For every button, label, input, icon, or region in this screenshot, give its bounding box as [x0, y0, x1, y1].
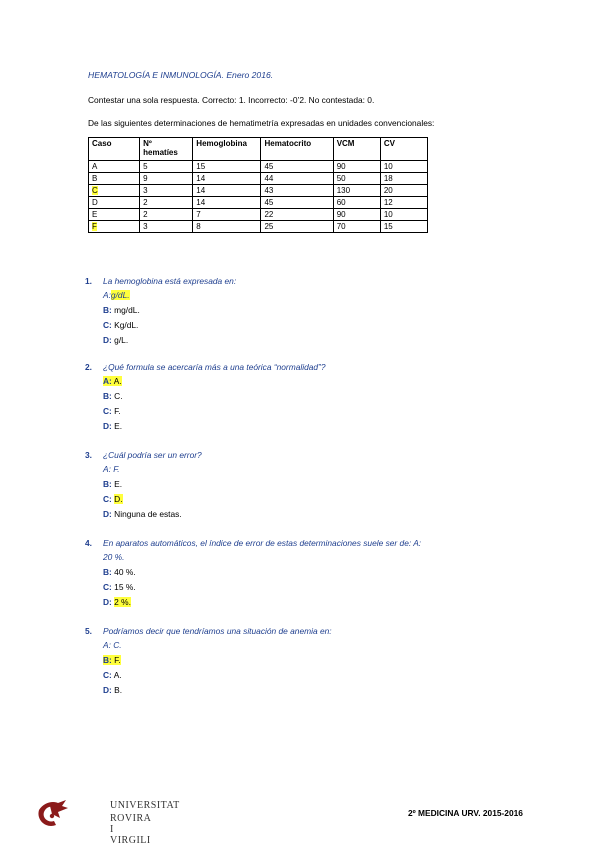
question-text: En aparatos automáticos, el índice de error de estas determinaciones suele ser de: A: [103, 538, 422, 548]
header-caso: Caso [89, 138, 140, 161]
option-text: 40 %. [114, 567, 136, 577]
cell-hemoglobina: 8 [193, 221, 261, 233]
option-text: B. [114, 685, 123, 695]
table-row [89, 221, 428, 233]
question-2 [85, 362, 326, 432]
table-row [89, 173, 428, 185]
question-1 [85, 276, 237, 346]
question-number: 1. [85, 276, 92, 286]
option-d [103, 685, 332, 696]
cell-vcm: 70 [333, 221, 380, 233]
header-vcm: VCM [333, 138, 380, 161]
cell-hematies: 2 [140, 209, 193, 221]
question-text: ¿Qué formula se acercaría más a una teórica “normalidad”? [103, 362, 326, 372]
question-number: 5. [85, 626, 92, 636]
cell-caso: E [89, 209, 140, 221]
cell-vcm: 50 [333, 173, 380, 185]
option-b [103, 391, 326, 402]
cell-cv: 10 [380, 209, 427, 221]
option-d [103, 509, 202, 520]
hematimetry-table [88, 137, 428, 233]
cell-cv: 18 [380, 173, 427, 185]
option-letter: C: [103, 494, 112, 504]
cell-hematocrito: 43 [261, 185, 333, 197]
question-number: 3. [85, 450, 92, 460]
cell-caso [89, 185, 140, 197]
option-letter: B: [103, 479, 112, 489]
question-text: La hemoglobina está expresada en: [103, 276, 237, 286]
cell-hematies: 2 [140, 197, 193, 209]
university-logo [36, 798, 180, 846]
table-header-row [89, 138, 428, 161]
cell-hematies: 9 [140, 173, 193, 185]
cell-hemoglobina: 14 [193, 173, 261, 185]
cell-vcm: 60 [333, 197, 380, 209]
table-row [89, 161, 428, 173]
option-text: 15 %. [114, 582, 136, 592]
question-number: 2. [85, 362, 92, 372]
option-text-highlighted: 2 %. [114, 597, 131, 607]
cell-hematocrito: 45 [261, 161, 333, 173]
cell-caso: D [89, 197, 140, 209]
question-text: ¿Cuál podría ser un error? [103, 450, 202, 460]
option-letter: B: [103, 567, 112, 577]
option-letter: D: [103, 509, 112, 519]
header-hematies-line1: Nº [143, 139, 152, 148]
highlighted-answer [103, 655, 121, 665]
cell-hematies: 5 [140, 161, 193, 173]
cell-cv: 12 [380, 197, 427, 209]
option-letter: C: [103, 320, 112, 330]
option-letter: A: [103, 290, 111, 300]
cell-hematies: 3 [140, 221, 193, 233]
option-a [103, 640, 332, 651]
option-text: F. [114, 406, 121, 416]
option-a [103, 464, 202, 475]
cell-vcm: 90 [333, 209, 380, 221]
exam-title: HEMATOLOGÍA E INMUNOLOGÍA. Enero 2016. [88, 70, 274, 80]
table-row [89, 209, 428, 221]
cell-hematocrito: 44 [261, 173, 333, 185]
logo-line-1: UNIVERSITAT [110, 800, 180, 811]
footer-course: 2º MEDICINA URV. 2015-2016 [408, 808, 523, 818]
option-b [103, 655, 332, 666]
option-a [103, 290, 236, 301]
option-letter: B: [103, 305, 112, 315]
table-intro: De las siguientes determinaciones de hematimetría expresadas en unidades convencionales: [88, 118, 435, 128]
option-text-highlighted: D. [114, 494, 123, 504]
option-text: Ninguna de estas. [114, 509, 182, 519]
option-letter: D: [103, 597, 112, 607]
option-c [103, 406, 326, 417]
option-letter: C: [103, 582, 112, 592]
option-c [103, 320, 236, 331]
header-hematies [140, 138, 193, 161]
option-text: E. [114, 421, 123, 431]
question-number: 4. [85, 538, 92, 548]
option-text: A. [113, 670, 122, 680]
instructions: Contestar una sola respuesta. Correcto: 1. Incorrecto: -0’2. No contestada: 0. [88, 95, 375, 105]
option-d [103, 335, 236, 346]
option-text: g/L. [114, 335, 129, 345]
header-hemoglobina: Hemoglobina [193, 138, 261, 161]
cell-vcm: 130 [333, 185, 380, 197]
question-5 [85, 626, 332, 696]
cell-cv: 10 [380, 161, 427, 173]
option-c [103, 582, 523, 593]
option-letter: A: [103, 640, 111, 650]
cell-caso [89, 221, 140, 233]
cell-hematocrito: 22 [261, 209, 333, 221]
option-letter: D: [103, 685, 112, 695]
option-c [103, 670, 332, 681]
option-text: F. [113, 464, 120, 474]
header-hematocrito: Hematocrito [261, 138, 333, 161]
cell-caso: A [89, 161, 140, 173]
highlighted-answer [103, 376, 122, 386]
option-letter: C: [103, 670, 112, 680]
cell-hematocrito: 25 [261, 221, 333, 233]
option-letter: D: [103, 335, 112, 345]
option-a [103, 376, 326, 387]
option-text: E. [114, 479, 123, 489]
option-letter: A: [103, 464, 111, 474]
logo-line-2: ROVIRA I VIRGILI [110, 813, 151, 846]
option-text: Kg/dL. [114, 320, 139, 330]
option-b [103, 567, 523, 578]
header-hematies-line2: hematíes [143, 148, 178, 157]
highlighted-caso: F [92, 222, 97, 231]
cell-cv: 15 [380, 221, 427, 233]
header-cv: CV [380, 138, 427, 161]
option-text: F. [114, 655, 121, 665]
cell-hemoglobina: 7 [193, 209, 261, 221]
option-text: C. [113, 640, 122, 650]
cell-hemoglobina: 14 [193, 197, 261, 209]
urv-emblem-icon [36, 798, 70, 828]
cell-caso: B [89, 173, 140, 185]
table-row [89, 197, 428, 209]
option-letter: D: [103, 421, 112, 431]
cell-cv: 20 [380, 185, 427, 197]
option-b [103, 305, 236, 316]
option-b [103, 479, 202, 490]
cell-hematies: 3 [140, 185, 193, 197]
option-text: A. [113, 376, 122, 386]
table-row [89, 185, 428, 197]
cell-hemoglobina: 15 [193, 161, 261, 173]
question-text: Podríamos decir que tendríamos una situación de anemia en: [103, 626, 332, 636]
cell-hematocrito: 45 [261, 197, 333, 209]
option-a: 20 %. [103, 552, 125, 562]
option-c [103, 494, 202, 505]
question-3 [85, 450, 202, 520]
option-letter: B: [103, 655, 112, 665]
option-letter: A: [103, 376, 112, 386]
cell-hemoglobina: 14 [193, 185, 261, 197]
option-d [103, 421, 326, 432]
option-letter: B: [103, 391, 112, 401]
option-d [103, 597, 523, 608]
option-text: C. [114, 391, 123, 401]
cell-vcm: 90 [333, 161, 380, 173]
option-text: mg/dL. [114, 305, 140, 315]
option-letter: C: [103, 406, 112, 416]
highlighted-caso: C [92, 186, 98, 195]
question-4 [85, 538, 523, 608]
option-text-highlighted: g/dL. [110, 290, 130, 300]
